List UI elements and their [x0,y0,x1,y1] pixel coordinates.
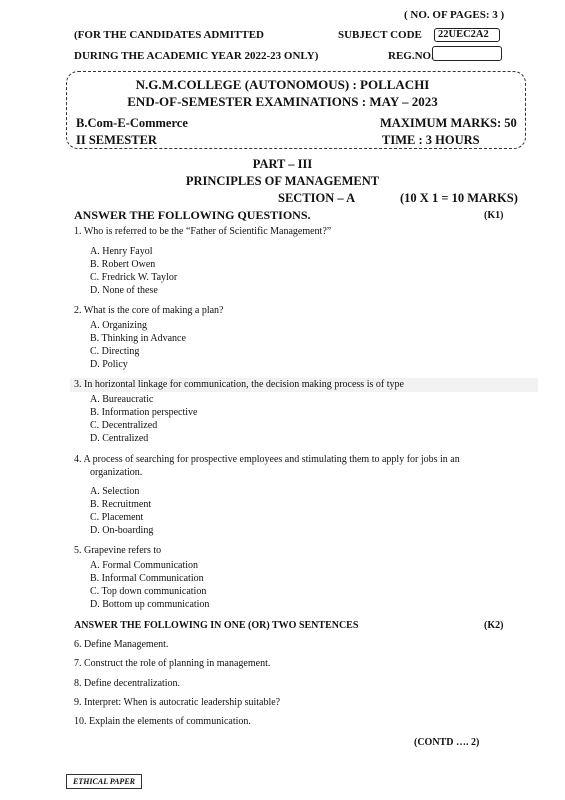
q4-option-c: C. Placement [90,512,144,523]
part-title: PART – III [252,157,313,171]
reg-no-box [432,46,502,61]
section-a-instruction: ANSWER THE FOLLOWING QUESTIONS. [74,208,311,222]
section-b-level: (K2) [484,620,504,631]
question-4: 4. A process of searching for prospective employees and stimulating them to apply for jobs in an [74,454,460,465]
question-5: 5. Grapevine refers to [74,545,162,556]
question-1: 1. Who is referred to be the “Father of Scientific Management?” [74,226,332,237]
max-marks: MAXIMUM MARKS: 50 [380,116,517,130]
q3-option-b: B. Information perspective [90,407,198,418]
question-2: 2. What is the core of making a plan? [74,305,224,316]
q5-option-a: A. Formal Communication [90,560,199,571]
question-7: 7. Construct the role of planning in management. [74,658,271,669]
q3-option-a: A. Bureaucratic [90,394,154,405]
q1-option-c: C. Fredrick W. Taylor [90,272,178,283]
section-marks: (10 X 1 = 10 MARKS) [400,191,518,205]
q1-option-b: B. Robert Owen [90,259,156,270]
subject-title: PRINCIPLES OF MANAGEMENT [185,174,380,188]
question-8: 8. Define decentralization. [74,678,181,689]
section-a-level: (K1) [484,210,504,221]
question-9: 9. Interpret: When is autocratic leadership suitable? [74,697,281,708]
page-count: ( NO. OF PAGES: 3 ) [404,9,505,21]
college-name: N.G.M.COLLEGE (AUTONOMOUS) : POLLACHI [135,77,430,92]
q5-option-d: D. Bottom up communication [90,599,210,610]
exam-time: TIME : 3 HOURS [382,133,480,147]
section-title: SECTION – A [278,191,356,205]
q1-option-a: A. Henry Fayol [90,246,153,257]
subject-code-label: SUBJECT CODE [338,29,422,41]
section-b-instruction: ANSWER THE FOLLOWING IN ONE (OR) TWO SENTENCES [74,620,359,631]
ethical-paper-stamp: ETHICAL PAPER [66,774,142,789]
q3-option-d: D. Centralized [90,433,149,444]
q2-option-d: D. Policy [90,359,128,370]
admitted-line-2: DURING THE ACADEMIC YEAR 2022-23 ONLY) [74,50,319,62]
q4-option-d: D. On-boarding [90,525,154,536]
reg-no-label: REG.NO. [388,50,434,62]
continued-note: (CONTD …. 2) [414,737,480,748]
q4-option-b: B. Recruitment [90,499,152,510]
exam-title: END-OF-SEMESTER EXAMINATIONS : MAY – 2023 [127,94,438,109]
question-3: 3. In horizontal linkage for communication, the decision making process is of type [74,379,404,390]
semester: II SEMESTER [76,133,157,147]
question-4-continued: organization. [90,467,143,478]
subject-code-box: 22UEC2A2 [434,28,500,42]
course-name: B.Com-E-Commerce [76,116,188,130]
admitted-line-1: (FOR THE CANDIDATES ADMITTED [74,29,264,41]
q3-option-c: C. Decentralized [90,420,158,431]
q5-option-b: B. Informal Communication [90,573,204,584]
question-6: 6. Define Management. [74,639,169,650]
question-10: 10. Explain the elements of communication. [74,716,251,727]
q2-option-b: B. Thinking in Advance [90,333,186,344]
q2-option-a: A. Organizing [90,320,148,331]
q1-option-d: D. None of these [90,285,158,296]
q2-option-c: C. Directing [90,346,140,357]
q4-option-a: A. Selection [90,486,140,497]
q5-option-c: C. Top down communication [90,586,207,597]
